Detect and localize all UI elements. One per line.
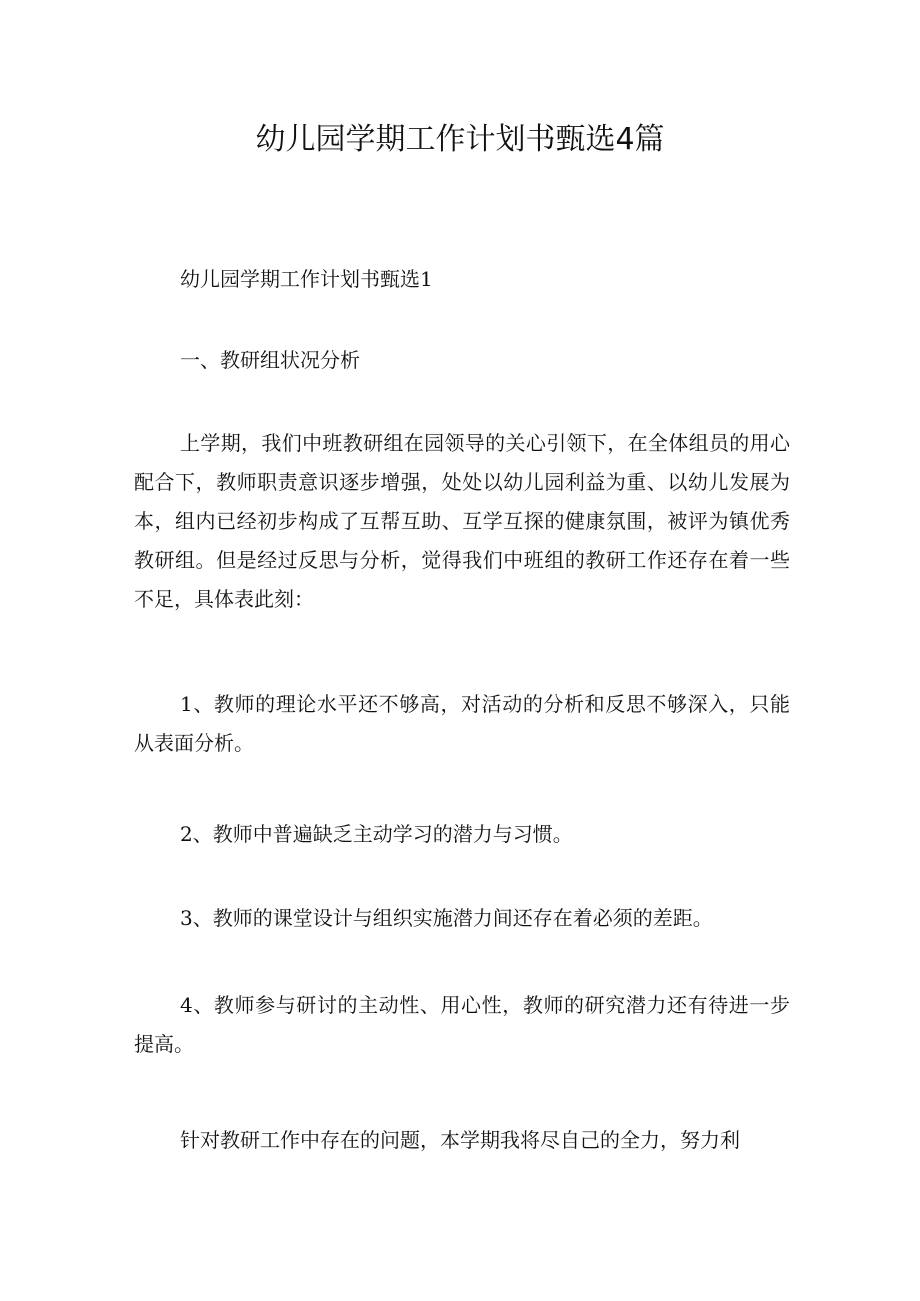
paragraph-item-3: 3、教师的课堂设计与组织实施潜力间还存在着必须的差距。 xyxy=(180,906,713,930)
document-title: 幼儿园学期工作计划书甄选4篇 xyxy=(255,122,665,157)
paragraph-overview: 上学期，我们中班教研组在园领导的关心引领下，在全体组员的用心配合下，教师职责意识逐步增强，处处以幼儿园利益为重、以幼儿发展为本，组内已经初步构成了互帮互助、互学互探的健康氛围，被评为镇优秀教研组。但是经过反思与分析，觉得我们中班组的教研工作还存在着一些不足，具体表此刻： xyxy=(134,431,790,611)
section-title: 幼儿园学期工作计划书甄选1 xyxy=(180,267,433,291)
paragraph-response: 针对教研工作中存在的问题，本学期我将尽自己的全力，努力利 xyxy=(180,1128,740,1152)
paragraph-item-1: 1、教师的理论水平还不够高，对活动的分析和反思不够深入，只能从表面分析。 xyxy=(134,692,790,755)
paragraph-item-4: 4、教师参与研讨的主动性、用心性，教师的研究潜力还有待进一步提高。 xyxy=(134,993,790,1056)
paragraph-item-2: 2、教师中普遍缺乏主动学习的潜力与习惯。 xyxy=(180,822,573,846)
heading-situation-analysis: 一、教研组状况分析 xyxy=(180,348,360,372)
